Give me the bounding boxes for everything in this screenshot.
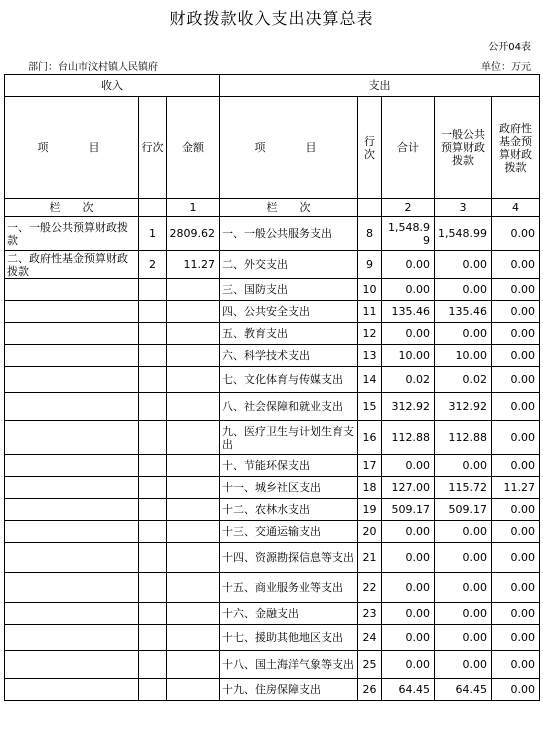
blank-cell <box>139 455 167 477</box>
expense-general: 1,548.99 <box>435 217 492 251</box>
column-number-3: 3 <box>435 199 492 217</box>
blank-cell <box>167 499 220 521</box>
expense-total: 0.00 <box>382 251 435 279</box>
blank-cell <box>139 651 167 679</box>
expense-line-no: 17 <box>358 455 382 477</box>
income-line-no: 2 <box>139 251 167 279</box>
expense-line-no: 12 <box>358 323 382 345</box>
blank-cell <box>5 573 139 603</box>
blank-cell <box>139 679 167 701</box>
expense-fund: 0.00 <box>492 603 540 625</box>
expense-general: 0.00 <box>435 279 492 301</box>
table-row <box>5 421 540 455</box>
expense-fund: 0.00 <box>492 679 540 701</box>
column-label-left: 栏 次 <box>5 199 139 217</box>
expense-total: 135.46 <box>382 301 435 323</box>
table-row <box>5 217 540 251</box>
table-row <box>5 543 540 573</box>
amount-header: 金额 <box>167 97 220 199</box>
blank-cell <box>139 477 167 499</box>
blank-cell <box>5 543 139 573</box>
expense-general: 0.00 <box>435 455 492 477</box>
expense-fund: 0.00 <box>492 279 540 301</box>
expense-fund: 0.00 <box>492 521 540 543</box>
expense-item: 六、科学技术支出 <box>220 345 358 367</box>
blank-cell <box>5 455 139 477</box>
blank-cell <box>167 477 220 499</box>
blank-cell <box>5 603 139 625</box>
fund-budget-header: 政府性基金预算财政拨款 <box>492 97 540 199</box>
table-row <box>5 323 540 345</box>
expense-total: 0.02 <box>382 367 435 393</box>
blank-cell <box>5 499 139 521</box>
expense-total: 0.00 <box>382 279 435 301</box>
blank-cell <box>167 393 220 421</box>
income-amount: 11.27 <box>167 251 220 279</box>
expense-general: 10.00 <box>435 345 492 367</box>
expense-general: 64.45 <box>435 679 492 701</box>
expense-general: 509.17 <box>435 499 492 521</box>
expense-item: 十九、住房保障支出 <box>220 679 358 701</box>
blank-cell <box>167 301 220 323</box>
expense-line-no: 9 <box>358 251 382 279</box>
expense-total: 0.00 <box>382 543 435 573</box>
expense-total: 0.00 <box>382 573 435 603</box>
expense-fund: 0.00 <box>492 499 540 521</box>
expense-fund: 0.00 <box>492 543 540 573</box>
expense-total: 0.00 <box>382 323 435 345</box>
unit-label: 单位：万元 <box>481 62 531 73</box>
expense-item: 十一、城乡社区支出 <box>220 477 358 499</box>
expense-general: 135.46 <box>435 301 492 323</box>
column-number-row <box>5 199 540 217</box>
expense-fund: 11.27 <box>492 477 540 499</box>
expense-general: 0.00 <box>435 603 492 625</box>
expense-general: 0.00 <box>435 251 492 279</box>
column-header-row <box>5 97 540 199</box>
expense-line-no: 26 <box>358 679 382 701</box>
column-label-right: 栏 次 <box>220 199 358 217</box>
table-row <box>5 573 540 603</box>
blank-cell <box>5 679 139 701</box>
blank-cell <box>167 521 220 543</box>
table-row <box>5 679 540 701</box>
blank-cell <box>167 603 220 625</box>
expense-general: 0.00 <box>435 625 492 651</box>
department-label: 部门：台山市汶村镇人民镇府 <box>28 62 158 73</box>
table-row <box>5 651 540 679</box>
expense-item: 三、国防支出 <box>220 279 358 301</box>
expense-total: 0.00 <box>382 603 435 625</box>
expense-line-header: 行次 <box>358 97 382 199</box>
expense-total: 0.00 <box>382 455 435 477</box>
expense-item: 九、医疗卫生与计划生育支出 <box>220 421 358 455</box>
income-item-header: 项 目 <box>5 97 139 199</box>
expense-item: 十二、农林水支出 <box>220 499 358 521</box>
expense-total: 0.00 <box>382 521 435 543</box>
blank-cell <box>139 625 167 651</box>
blank-cell <box>139 499 167 521</box>
expense-total: 0.00 <box>382 651 435 679</box>
blank-cell <box>167 679 220 701</box>
expense-general: 112.88 <box>435 421 492 455</box>
blank-cell <box>5 367 139 393</box>
expense-general: 0.00 <box>435 651 492 679</box>
income-amount: 2809.62 <box>167 217 220 251</box>
income-item: 二、政府性基金预算财政拨款 <box>5 251 139 279</box>
column-number-4: 4 <box>492 199 540 217</box>
expense-item: 八、社会保障和就业支出 <box>220 393 358 421</box>
blank-cell <box>139 421 167 455</box>
table-row <box>5 279 540 301</box>
blank-cell <box>139 323 167 345</box>
expense-line-no: 10 <box>358 279 382 301</box>
expense-general: 312.92 <box>435 393 492 421</box>
expense-line-no: 15 <box>358 393 382 421</box>
blank-cell <box>139 367 167 393</box>
expense-total: 509.17 <box>382 499 435 521</box>
table-row <box>5 477 540 499</box>
blank-cell <box>5 323 139 345</box>
blank-cell <box>139 345 167 367</box>
table-row <box>5 521 540 543</box>
expense-fund: 0.00 <box>492 251 540 279</box>
expense-item: 四、公共安全支出 <box>220 301 358 323</box>
expense-header: 支出 <box>220 75 540 97</box>
table-row <box>5 367 540 393</box>
column-number-2: 2 <box>382 199 435 217</box>
blank-cell <box>167 367 220 393</box>
expense-total: 0.00 <box>382 625 435 651</box>
expense-item: 十三、交通运输支出 <box>220 521 358 543</box>
expense-item: 五、教育支出 <box>220 323 358 345</box>
expense-item: 七、文化体育与传媒支出 <box>220 367 358 393</box>
expense-line-no: 18 <box>358 477 382 499</box>
expense-general: 0.02 <box>435 367 492 393</box>
expense-line-no: 24 <box>358 625 382 651</box>
general-budget-header: 一般公共预算财政拨款 <box>435 97 492 199</box>
expense-total: 312.92 <box>382 393 435 421</box>
expense-total: 1,548.99 <box>382 217 435 251</box>
expense-line-no: 13 <box>358 345 382 367</box>
expense-general: 0.00 <box>435 573 492 603</box>
blank-cell <box>5 393 139 421</box>
expense-fund: 0.00 <box>492 421 540 455</box>
expense-line-no: 8 <box>358 217 382 251</box>
blank-cell <box>167 543 220 573</box>
expense-item: 十五、商业服务业等支出 <box>220 573 358 603</box>
blank-cell <box>139 279 167 301</box>
blank-cell <box>139 573 167 603</box>
table-row <box>5 393 540 421</box>
blank-cell <box>167 455 220 477</box>
expense-fund: 0.00 <box>492 625 540 651</box>
income-header: 收入 <box>5 75 220 97</box>
column-number-1: 1 <box>167 199 220 217</box>
blank-cell <box>5 651 139 679</box>
table-row <box>5 625 540 651</box>
expense-line-no: 21 <box>358 543 382 573</box>
expense-total: 10.00 <box>382 345 435 367</box>
table-row <box>5 603 540 625</box>
section-header-row <box>5 75 540 97</box>
income-item: 一、一般公共预算财政拨款 <box>5 217 139 251</box>
expense-item: 十、节能环保支出 <box>220 455 358 477</box>
blank-cell <box>167 323 220 345</box>
blank-cell <box>5 301 139 323</box>
expense-fund: 0.00 <box>492 217 540 251</box>
blank-cell <box>5 477 139 499</box>
expense-fund: 0.00 <box>492 393 540 421</box>
budget-table <box>4 74 540 701</box>
expense-item: 十六、金融支出 <box>220 603 358 625</box>
blank-cell <box>167 573 220 603</box>
form-number: 公开04表 <box>488 42 531 53</box>
blank-cell <box>5 345 139 367</box>
expense-item: 十四、资源勘探信息等支出 <box>220 543 358 573</box>
blank-cell <box>139 521 167 543</box>
income-line-header: 行次 <box>139 97 167 199</box>
expense-line-no: 20 <box>358 521 382 543</box>
expense-total: 127.00 <box>382 477 435 499</box>
expense-line-no: 19 <box>358 499 382 521</box>
expense-general: 0.00 <box>435 543 492 573</box>
blank-cell <box>5 625 139 651</box>
table-row <box>5 455 540 477</box>
blank-cell <box>139 393 167 421</box>
expense-general: 115.72 <box>435 477 492 499</box>
blank-cell <box>167 651 220 679</box>
expense-item-header: 项 目 <box>220 97 358 199</box>
blank-cell <box>5 521 139 543</box>
blank-cell <box>139 199 167 217</box>
expense-line-no: 25 <box>358 651 382 679</box>
table-row <box>5 301 540 323</box>
blank-cell <box>139 603 167 625</box>
blank-cell <box>167 421 220 455</box>
table-row <box>5 251 540 279</box>
blank-cell <box>167 625 220 651</box>
blank-cell <box>5 279 139 301</box>
expense-line-no: 16 <box>358 421 382 455</box>
blank-cell <box>5 421 139 455</box>
expense-line-no: 14 <box>358 367 382 393</box>
expense-line-no: 11 <box>358 301 382 323</box>
blank-cell <box>139 301 167 323</box>
income-line-no: 1 <box>139 217 167 251</box>
blank-cell <box>167 279 220 301</box>
expense-item: 十七、援助其他地区支出 <box>220 625 358 651</box>
page-title: 财政拨款收入支出决算总表 <box>169 9 374 28</box>
expense-item: 十八、国土海洋气象等支出 <box>220 651 358 679</box>
expense-general: 0.00 <box>435 521 492 543</box>
expense-fund: 0.00 <box>492 323 540 345</box>
expense-fund: 0.00 <box>492 301 540 323</box>
expense-fund: 0.00 <box>492 455 540 477</box>
blank-cell <box>358 199 382 217</box>
expense-total: 112.88 <box>382 421 435 455</box>
blank-cell <box>167 345 220 367</box>
total-header: 合计 <box>382 97 435 199</box>
blank-cell <box>139 543 167 573</box>
expense-line-no: 22 <box>358 573 382 603</box>
expense-total: 64.45 <box>382 679 435 701</box>
table-row <box>5 345 540 367</box>
expense-item: 二、外交支出 <box>220 251 358 279</box>
table-row <box>5 499 540 521</box>
expense-fund: 0.00 <box>492 345 540 367</box>
expense-line-no: 23 <box>358 603 382 625</box>
expense-fund: 0.00 <box>492 573 540 603</box>
expense-fund: 0.00 <box>492 367 540 393</box>
expense-fund: 0.00 <box>492 651 540 679</box>
expense-general: 0.00 <box>435 323 492 345</box>
expense-item: 一、一般公共服务支出 <box>220 217 358 251</box>
